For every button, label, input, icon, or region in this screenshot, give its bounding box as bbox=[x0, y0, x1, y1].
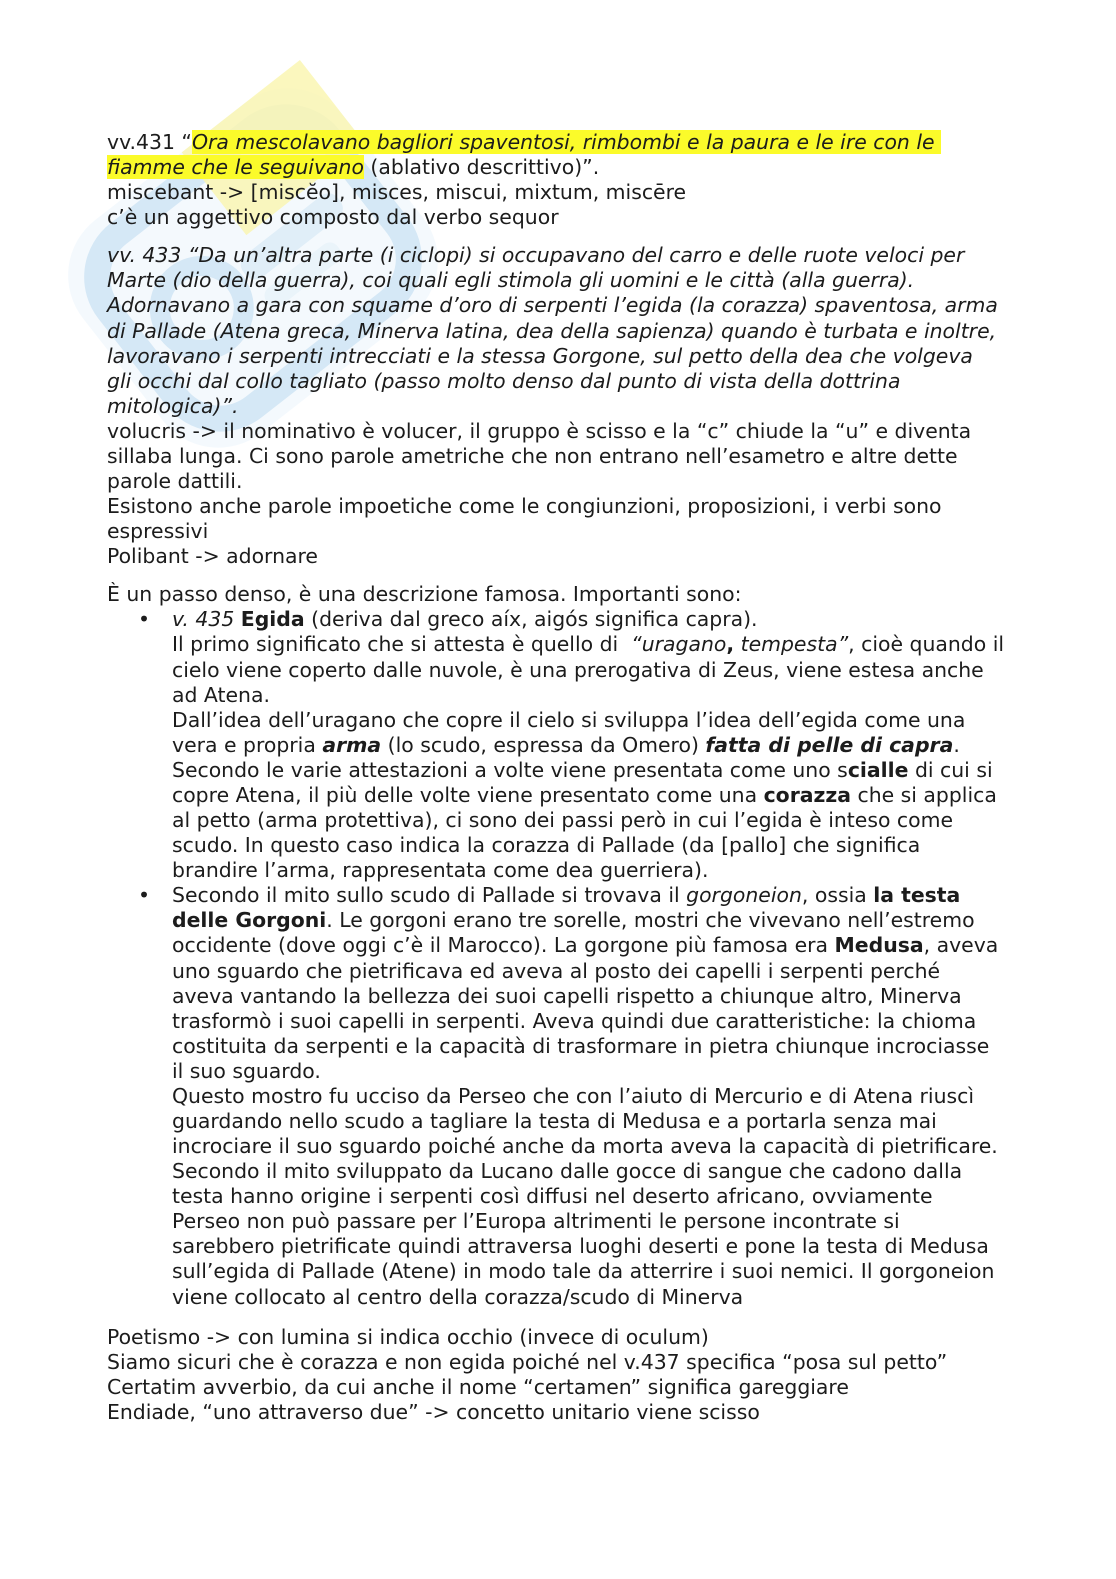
bold-text: , bbox=[726, 632, 735, 657]
text-run: Perseo non può passare per l’Europa altrimenti le persone incontrate si bbox=[172, 1209, 900, 1234]
italic-text: Marte (dio della guerra), coi quali egli stimola gli uomini e le città (alla guerra). bbox=[107, 268, 915, 293]
text-line bbox=[107, 494, 1097, 519]
bullet-list bbox=[107, 607, 1097, 1309]
text-run: Siamo sicuri che è corazza e non egida poiché nel v.437 specifica “posa sul petto” bbox=[107, 1349, 948, 1374]
text-run: incrociare il suo sguardo poiché anche da morta aveva la capacità di pietrificare. bbox=[172, 1134, 998, 1159]
text-line bbox=[172, 758, 1097, 783]
bullet-marker: • bbox=[138, 607, 151, 632]
italic-text: lavoravano i serpenti intrecciati e la stessa Gorgone, sul petto della dea che volgeva bbox=[107, 343, 973, 368]
text-line bbox=[172, 959, 1097, 984]
text-run: di cui si bbox=[908, 757, 993, 782]
paragraph bbox=[107, 243, 1097, 569]
paragraph bbox=[107, 1325, 1097, 1425]
text-run: brandire l’arma, rappresentata come dea guerriera). bbox=[172, 858, 709, 883]
document-body bbox=[107, 130, 1097, 1425]
italic-text: Adornavano a gara con squame d’oro di serpenti l’egida (la corazza) spaventosa, arma bbox=[107, 293, 998, 318]
text-run: c’è un aggettivo composto dal verbo sequor bbox=[107, 205, 559, 230]
text-line bbox=[107, 205, 1097, 230]
text-run: sarebbero pietrificate quindi attraversa luoghi deserti e pone la testa di Medusa bbox=[172, 1234, 989, 1259]
text-run: Secondo il mito sullo scudo di Pallade si trovava il bbox=[172, 883, 687, 908]
text-line bbox=[172, 1184, 1097, 1209]
text-line bbox=[172, 833, 1097, 858]
text-line bbox=[107, 1375, 1097, 1400]
text-run: cielo viene coperto dalle nuvole, è una prerogativa di Zeus, viene estesa anche bbox=[172, 657, 984, 682]
text-run: . bbox=[953, 732, 960, 757]
text-line bbox=[172, 1034, 1097, 1059]
italic-text: “uragano bbox=[631, 632, 727, 657]
text-line bbox=[172, 783, 1097, 808]
bold-text: corazza bbox=[763, 782, 852, 807]
text-run: Polibant -> adornare bbox=[107, 544, 318, 569]
text-run: volucris -> il nominativo è volucer, il gruppo è scisso e la “c” chiude la “u” e diventa bbox=[107, 418, 972, 443]
text-run: Esistono anche parole impoetiche come le congiunzioni, proposizioni, i verbi sono bbox=[107, 494, 942, 519]
text-run: espressivi bbox=[107, 519, 209, 544]
text-line bbox=[107, 582, 1097, 607]
list-item bbox=[107, 607, 1097, 883]
text-run: Secondo le varie attestazioni a volte viene presentata come uno s bbox=[172, 757, 848, 782]
text-line bbox=[172, 808, 1097, 833]
text-run: guardando nello scudo a tagliare la testa di Medusa e a portarla senza mai bbox=[172, 1108, 937, 1133]
text-line bbox=[172, 632, 1097, 657]
text-line bbox=[107, 293, 1097, 318]
text-run: (lo scudo, espressa da Omero) bbox=[381, 732, 706, 757]
text-run: sull’egida di Pallade (Atene) in modo tale da atterrire i suoi nemici. Il gorgoneion bbox=[172, 1259, 995, 1284]
text-run: È un passo denso, è una descrizione famosa. Importanti sono: bbox=[107, 582, 742, 607]
text-line bbox=[172, 683, 1097, 708]
text-run: che si applica bbox=[851, 782, 997, 807]
bold-italic-text: fatta di pelle di capra bbox=[705, 732, 954, 757]
italic-text: di Pallade (Atena greca, Minerva latina, dea della sapienza) quando è turbata e inoltre, bbox=[107, 318, 997, 343]
text-line bbox=[172, 708, 1097, 733]
bullet-marker: • bbox=[138, 883, 151, 908]
text-line bbox=[107, 419, 1097, 444]
text-run: al petto (arma protettiva), ci sono dei passi però in cui l’egida è inteso come bbox=[172, 808, 954, 833]
text-run: Poetismo -> con lumina si indica occhio (invece di oculum) bbox=[107, 1324, 709, 1349]
text-run: trasformò i suoi capelli in serpenti. Aveva quindi due caratteristiche: la chioma bbox=[172, 1008, 977, 1033]
text-line bbox=[172, 1009, 1097, 1034]
text-line bbox=[172, 1285, 1097, 1310]
text-line bbox=[172, 1109, 1097, 1134]
text-line bbox=[107, 180, 1097, 205]
text-run: Certatim avverbio, da cui anche il nome “certamen” significa gareggiare bbox=[107, 1374, 849, 1399]
italic-text: v. 435 bbox=[172, 607, 235, 632]
text-line bbox=[107, 155, 1097, 180]
italic-text: gorgoneion bbox=[686, 883, 802, 908]
paragraph bbox=[107, 582, 1097, 1309]
text-line bbox=[107, 444, 1097, 469]
bold-italic-text: arma bbox=[322, 732, 382, 757]
highlighted-text: fiamme che le seguivano bbox=[107, 155, 364, 180]
text-run: parole dattili. bbox=[107, 469, 243, 494]
text-run: Secondo il mito sviluppato da Lucano dalle gocce di sangue che cadono dalla bbox=[172, 1159, 963, 1184]
text-line bbox=[107, 394, 1097, 419]
text-line bbox=[172, 607, 1097, 632]
bold-text: Egida bbox=[240, 607, 305, 632]
text-run: costituita da serpenti e la capacità di trasformare in pietra chiunque incrociasse bbox=[172, 1033, 990, 1058]
text-line bbox=[107, 369, 1097, 394]
paragraph bbox=[107, 130, 1097, 230]
bold-text: Medusa bbox=[834, 933, 924, 958]
text-line bbox=[172, 883, 1097, 908]
text-line bbox=[107, 344, 1097, 369]
bold-text: delle Gorgoni bbox=[172, 908, 327, 933]
text-line bbox=[172, 1259, 1097, 1284]
text-run: scudo. In questo caso indica la corazza di Pallade (da [pallo] che significa bbox=[172, 833, 921, 858]
italic-text: gli occhi dal collo tagliato (passo molto denso dal punto di vista della dottrina bbox=[107, 368, 901, 393]
text-line bbox=[107, 469, 1097, 494]
text-run: ad Atena. bbox=[172, 682, 270, 707]
text-line bbox=[107, 519, 1097, 544]
text-line bbox=[107, 319, 1097, 344]
text-line bbox=[172, 1084, 1097, 1109]
text-run: Dall’idea dell’uragano che copre il cielo si sviluppa l’idea dell’egida come una bbox=[172, 707, 966, 732]
text-run: , cioè quando il bbox=[848, 632, 1005, 657]
italic-text: vv. 433 “Da un’altra parte (i ciclopi) si occupavano del carro e delle ruote veloci per bbox=[107, 243, 965, 268]
text-run: . Le gorgoni erano tre sorelle, mostri che vivevano nell’estremo bbox=[326, 908, 975, 933]
text-line bbox=[172, 1159, 1097, 1184]
bold-text: cialle bbox=[847, 757, 909, 782]
text-line bbox=[107, 1400, 1097, 1425]
text-line bbox=[172, 1234, 1097, 1259]
text-line bbox=[172, 858, 1097, 883]
text-line bbox=[172, 908, 1097, 933]
text-line bbox=[172, 658, 1097, 683]
text-run: copre Atena, il più delle volte viene presentato come una bbox=[172, 782, 764, 807]
text-run: , ossia bbox=[801, 883, 874, 908]
text-run: occidente (dove oggi c’è il Marocco). La gorgone più famosa era bbox=[172, 933, 835, 958]
text-run: sillaba lunga. Ci sono parole ametriche che non entrano nell’esametro e altre dette bbox=[107, 443, 958, 468]
text-line bbox=[172, 1134, 1097, 1159]
highlighted-text: Ora mescolavano bagliori spaventosi, rimbombi e la paura e le ire con le bbox=[192, 130, 942, 154]
text-run: (deriva dal greco aíx, aigós significa capra). bbox=[304, 607, 758, 632]
text-run: il suo sguardo. bbox=[172, 1058, 321, 1083]
text-line bbox=[107, 268, 1097, 293]
text-run: Questo mostro fu ucciso da Perseo che con l’aiuto di Mercurio e di Atena riuscì bbox=[172, 1083, 975, 1108]
text-run: miscebant -> [miscĕo], misces, miscui, mixtum, miscēre bbox=[107, 180, 687, 205]
bold-text: la testa bbox=[873, 883, 961, 908]
text-run: testa hanno origine i serpenti così diffusi nel deserto africano, ovviamente bbox=[172, 1184, 933, 1209]
text-run: viene collocato al centro della corazza/scudo di Minerva bbox=[172, 1284, 744, 1309]
text-run: vv.431 “ bbox=[107, 130, 192, 154]
text-line bbox=[172, 984, 1097, 1009]
text-line bbox=[107, 130, 1097, 155]
text-line bbox=[172, 1209, 1097, 1234]
text-run: uno sguardo che pietrificava ed aveva al posto dei capelli i serpenti perché bbox=[172, 958, 941, 983]
italic-text: tempesta” bbox=[734, 632, 849, 657]
text-line bbox=[107, 1325, 1097, 1350]
text-line bbox=[107, 1350, 1097, 1375]
text-line bbox=[172, 733, 1097, 758]
text-run: (ablativo descrittivo)”. bbox=[363, 155, 600, 180]
text-run: aveva vantando la bellezza dei suoi capelli rispetto a chiunque altro, Minerva bbox=[172, 983, 962, 1008]
text-line bbox=[107, 243, 1097, 268]
text-line bbox=[172, 933, 1097, 958]
text-run: Il primo significato che si attesta è quello di bbox=[172, 632, 632, 657]
text-run: , aveva bbox=[923, 933, 999, 958]
list-item bbox=[107, 883, 1097, 1309]
text-line bbox=[107, 544, 1097, 569]
text-run: Endiade, “uno attraverso due” -> concetto unitario viene scisso bbox=[107, 1399, 760, 1424]
italic-text: mitologica)”. bbox=[107, 393, 239, 418]
text-run: vera e propria bbox=[172, 732, 323, 757]
text-line bbox=[172, 1059, 1097, 1084]
